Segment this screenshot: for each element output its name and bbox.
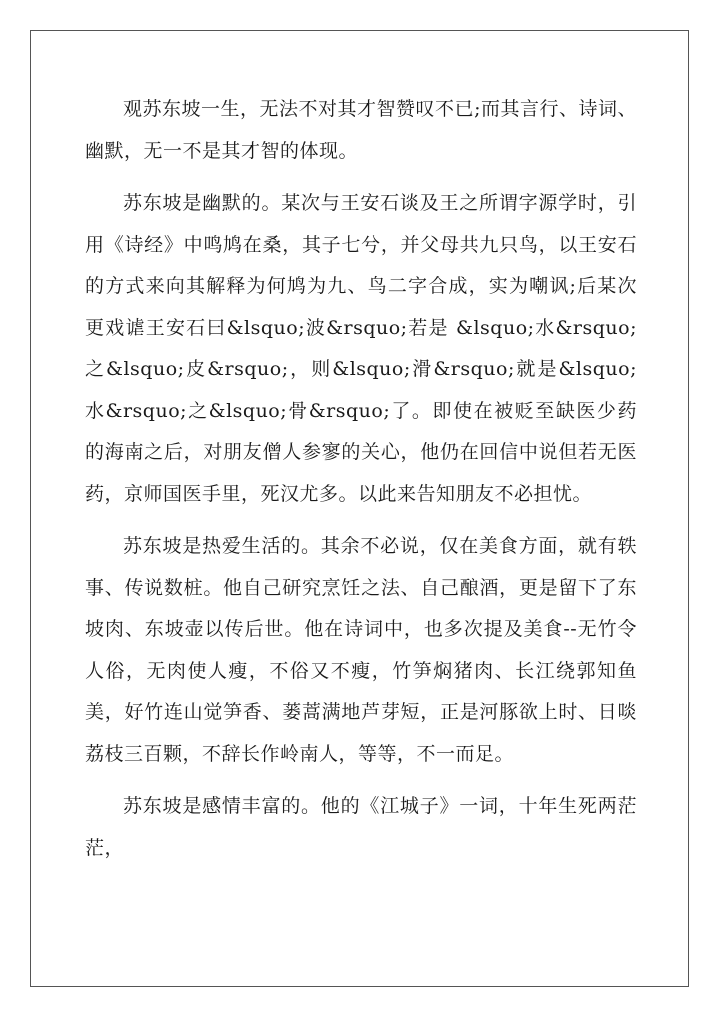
paragraph-love-of-life: 苏东坡是热爱生活的。其余不必说，仅在美食方面，就有轶事、传说数桩。他自己研究烹饪之法、自己酿酒，更是留下了东坡肉、东坡壶以传后世。他在诗词中，也多次提及美食--无竹令人俗，无肉使人瘦，不俗又不瘦，竹笋焖猪肉、长江绕郭知鱼美，好竹连山觉笋香、蒌蒿满地芦芽短，正是河豚欲上时、日啖荔枝三百颗，不辞长作岭南人，等等，不一而足。	[85, 535, 637, 765]
paragraph-intro: 观苏东坡一生，无法不对其才智赞叹不已;而其言行、诗词、幽默，无一不是其才智的体现。	[85, 98, 637, 162]
paragraph-emotion: 苏东坡是感情丰富的。他的《江城子》一词，十年生死两茫茫，	[85, 795, 637, 859]
paragraph-humor: 苏东坡是幽默的。某次与王安石谈及王之所谓字源学时，引用《诗经》中鸣鸠在桑，其子七兮，并父母共九只鸟，以王安石的方式来向其解释为何鸠为九、鸟二字合成，实为嘲讽;后某次更戏谑王安石曰&lsquo;波&rsquo;若是 &lsquo;水&rsquo;之&lsquo;皮&rsquo;，则&lsquo;滑&rsquo;就是&lsquo;水&rsquo;之&lsquo;骨&rsquo;了。即使在被贬至缺医少药的海南之后，对朋友僧人参寥的关心，他仍在回信中说但若无医药，京师国医手里，死汉尤多。以此来告知朋友不必担忧。	[85, 192, 637, 505]
document-body	[85, 89, 637, 880]
